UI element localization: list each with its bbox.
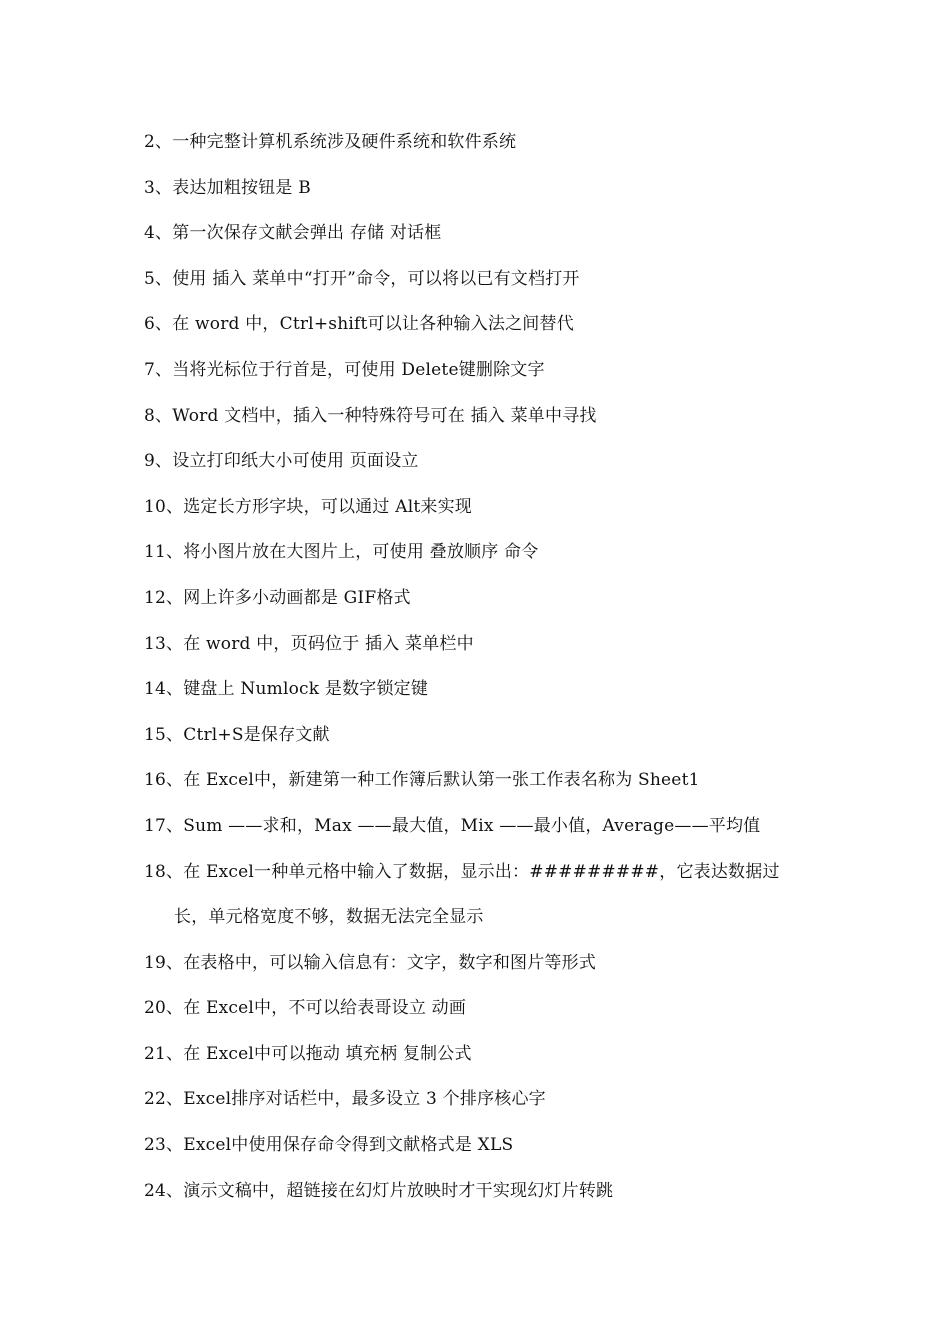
list-item: 7、当将光标位于行首是，可使用 Delete键删除文字 [144, 359, 545, 380]
list-item: 8、Word 文档中，插入一种特殊符号可在 插入 菜单中寻找 [144, 405, 597, 426]
list-item: 12、网上许多小动画都是 GIF格式 [144, 587, 411, 608]
list-item: 18、在 Excel一种单元格中输入了数据，显示出：#########，它表达数据过 [144, 861, 780, 882]
list-item: 24、演示文稿中，超链接在幻灯片放映时才干实现幻灯片转跳 [144, 1180, 614, 1201]
list-item: 20、在 Excel中，不可以给表哥设立 动画 [144, 998, 467, 1019]
list-item: 2、一种完整计算机系统涉及硬件系统和软件系统 [144, 132, 517, 152]
list-item: 13、在 word 中，页码位于 插入 菜单栏中 [144, 633, 474, 654]
list-item: 3、表达加粗按钮是 B [144, 177, 311, 198]
list-item: 10、选定长方形字块，可以通过 Alt来实现 [144, 496, 472, 517]
list-item: 16、在 Excel中，新建第一种工作簿后默认第一张工作表名称为 Sheet1 [144, 770, 700, 791]
list-item: 14、键盘上 Numlock 是数字锁定键 [144, 679, 429, 700]
list-item: 6、在 word 中，Ctrl+shift可以让各种输入法之间替代 [144, 314, 574, 335]
list-item: 17、Sum ——求和，Max ——最大值，Mix ——最小值，Average——平均值 [144, 815, 761, 836]
list-item: 15、Ctrl+S是保存文献 [144, 724, 330, 745]
list-item: 21、在 Excel中可以拖动 填充柄 复制公式 [144, 1043, 472, 1064]
list-item: 19、在表格中，可以输入信息有：文字，数字和图片等形式 [144, 952, 597, 973]
list-item: 4、第一次保存文献会弹出 存储 对话框 [144, 223, 442, 244]
list-item: 23、Excel中使用保存命令得到文献格式是 XLS [144, 1135, 514, 1156]
list-item-continuation: 长，单元格宽度不够，数据无法完全显示 [174, 907, 484, 928]
list-item: 9、设立打印纸大小可使用 页面设立 [144, 451, 419, 472]
list-item: 11、将小图片放在大图片上，可使用 叠放顺序 命令 [144, 542, 539, 563]
list-item: 5、使用 插入 菜单中“打开”命令，可以将以已有文档打开 [144, 268, 580, 289]
list-item: 22、Excel排序对话栏中，最多设立 3 个排序核心字 [144, 1089, 546, 1110]
document-body [144, 120, 804, 1214]
